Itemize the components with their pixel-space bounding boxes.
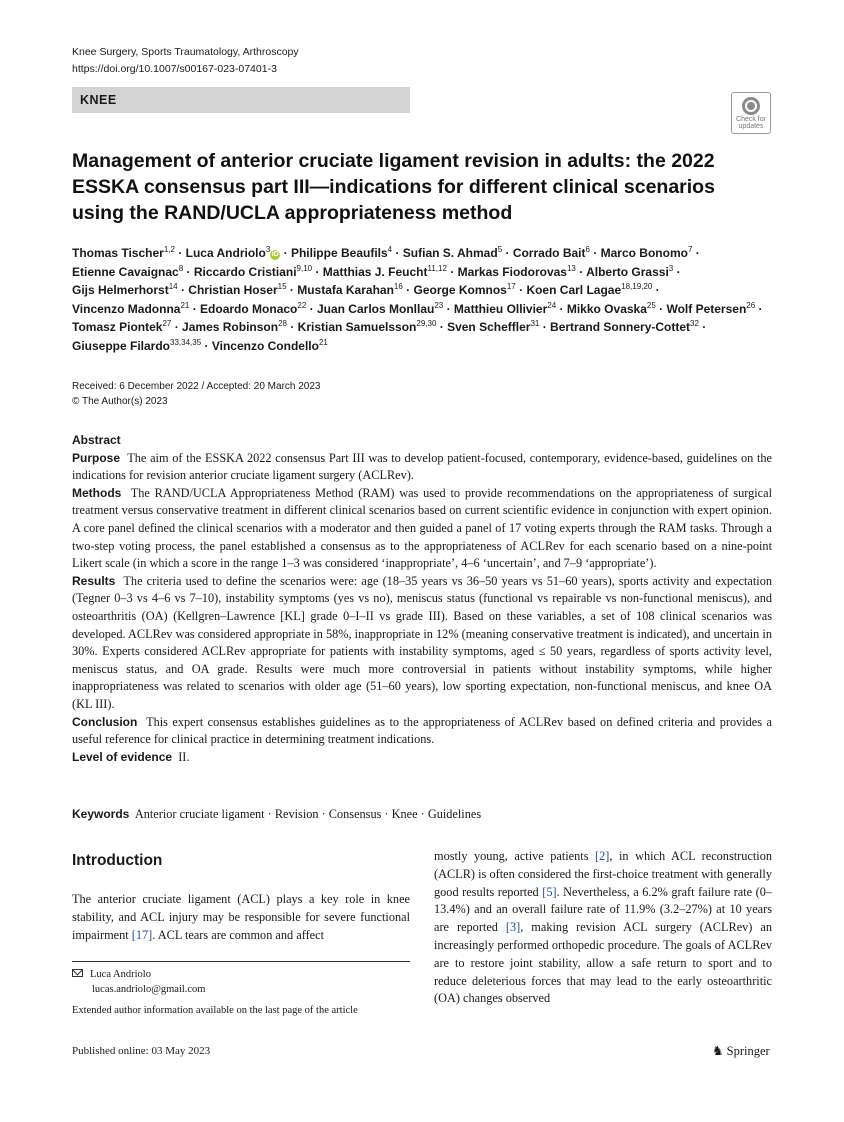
author-name: Corrado Bait (512, 246, 586, 260)
orcid-icon[interactable]: iD (271, 251, 279, 258)
author-separator: · (286, 283, 298, 298)
introduction-heading: Introduction (72, 852, 163, 869)
author-name: Matthieu Ollivier (453, 301, 548, 316)
results-label: Results (72, 573, 116, 588)
author-separator: · (436, 320, 448, 335)
author-affiliation: 4 (387, 245, 393, 254)
author-separator: · (755, 301, 763, 316)
received-accepted: Received: 6 December 2022 / Accepted: 20 March 2023 (72, 381, 321, 392)
abstract-level (72, 749, 772, 767)
author-separator: · (189, 301, 201, 316)
intro-column-left (72, 890, 410, 944)
results-text: The criteria used to define the scenarios were: age (18–35 years vs 36–50 years vs 51–60 years), sports activity and expectation (Tegner 0–3 vs 4–6 vs 7–10), instability symptoms (yes vs no), meniscus status (functional vs repairable vs non-functional meniscus), and osteoarthritis (OA) (Kellgren–Lawrence [KL] grade 0–I–II vs grade III). Based on these variables, a set of 108 clinical scenarios was developed. ACLRev was considered appropriate in 58%, inappropriate in 12% (meaning conservative treatment is indicated), and uncertain in 30%. Experts considered ACLRev appropriate for patients with instability symptoms, aged ≤ 50 years, regardless of sports activity level, meniscus status, and OA grade. Results were much more controversial in patients without instability symptoms, while higher inappropriateness was related to scenarios with older age (51–60 years), low sporting expectation, non-functional meniscus, and knee OA (KL III). (72, 573, 772, 711)
author-separator: · (446, 264, 458, 279)
author-name: Mustafa Karahan (297, 283, 394, 298)
author-separator: · (575, 264, 587, 279)
author-affiliation: 3 (668, 263, 674, 273)
author (550, 320, 699, 334)
intro-text: , in which ACL reconstruction (ACLR) is often considered the first-choice treatment with generally good results reported (434, 849, 772, 899)
keywords-label: Keywords (72, 807, 130, 821)
intro-text: mostly young, active patients (434, 849, 596, 863)
author-affiliation: 25 (646, 300, 656, 310)
author-separator: · (402, 283, 414, 298)
check-for-updates-badge[interactable] (731, 92, 771, 134)
author-name: Etienne Cavaignac (72, 264, 179, 279)
citation-link[interactable]: [3] (505, 920, 521, 935)
article-dates (72, 380, 320, 409)
publisher-name: Springer (726, 1044, 770, 1058)
author-affiliation: 16 (393, 282, 403, 292)
author (291, 246, 392, 260)
author-affiliation: 1,2 (163, 245, 175, 254)
conclusion-label: Conclusion (72, 714, 138, 729)
keywords-text: Anterior cruciate ligament · Revision · Consensus · Knee · Guidelines (134, 807, 482, 821)
conclusion-text: This expert consensus establishes guidelines as to the appropriateness of ACLRev based on defined criteria and provides a useful reference for clinical practice in determining treatment indications. (72, 714, 772, 747)
author (567, 302, 656, 316)
article-title: Management of anterior cruciate ligament revision in adults: the 2022 ESSKA consensus part III—indications for different clinical scenarios using the RAND/UCLA appropriateness method (72, 150, 715, 224)
citation-link[interactable]: [2] (595, 849, 610, 863)
author-separator: · (515, 283, 527, 298)
author (72, 339, 201, 353)
author-affiliation: 31 (530, 319, 540, 329)
author-separator: · (174, 246, 186, 260)
author (586, 265, 673, 279)
author-separator: · (171, 320, 183, 335)
author-name: Matthias J. Feucht (322, 264, 428, 279)
abstract-methods (72, 485, 772, 573)
author-separator: · (652, 283, 660, 298)
author-name: Wolf Petersen (666, 301, 747, 316)
author-affiliation: 6 (585, 245, 590, 254)
keywords (72, 805, 772, 823)
author-affiliation: 11,12 (427, 263, 447, 273)
copyright: © The Author(s) 2023 (72, 395, 168, 407)
author (194, 265, 312, 279)
doi-link[interactable]: https://doi.org/10.1007/s00167-023-07401-3 (72, 63, 277, 75)
author-name: Gijs Helmerhorst (72, 283, 169, 298)
intro-text: . ACL tears are common and affect (152, 928, 325, 942)
corresponding-author (72, 968, 205, 997)
author (513, 246, 590, 260)
author (297, 283, 403, 297)
author (188, 283, 286, 297)
author-separator: · (280, 246, 291, 260)
author-separator: · (692, 246, 700, 260)
author-separator: · (539, 320, 551, 335)
author-separator: · (673, 264, 681, 279)
section-label: KNEE (72, 87, 410, 113)
author-separator: · (443, 301, 454, 316)
author-separator: · (589, 246, 601, 260)
author (72, 302, 189, 316)
author-name: Markas Fiodorovas (457, 264, 567, 279)
level-text: II. (178, 749, 190, 764)
author (458, 265, 576, 279)
author-separator: · (502, 246, 513, 260)
author (72, 320, 171, 334)
author-name: Tomasz Piontek (72, 320, 163, 335)
author (454, 302, 556, 316)
crossmark-icon (742, 97, 760, 115)
author-name: Christian Hoser (188, 283, 278, 298)
corresponding-name: Luca Andriolo (90, 969, 151, 980)
author-name: Marco Bonomo (600, 246, 688, 260)
author-separator: · (306, 301, 317, 316)
author (186, 246, 281, 260)
author-affiliation: 9,10 (296, 263, 313, 273)
author-list (72, 244, 772, 356)
author-name: Kristian Samuelsson (297, 320, 417, 335)
author-name: George Komnos (413, 283, 507, 298)
intro-text: The anterior cruciate ligament (ACL) plays a key role in knee stability, and ACL injury may be responsible for severe functional impairment (72, 892, 410, 942)
author (298, 320, 437, 334)
author-affiliation: 28 (278, 319, 287, 329)
author-affiliation: 24 (547, 300, 557, 310)
intro-text: , making revision ACL surgery (ACLRev) an increasingly performed orthopedic procedure. The goals of ACLRev are to restore joint stability, allow a safe return to sport and to reduce deleterious forces that may lead to the early osteoarthritic (OA) changes observed (434, 920, 772, 1006)
author-name: Alberto Grassi (586, 264, 669, 279)
badge-line1: Check for (736, 116, 766, 123)
author-separator: · (312, 264, 323, 279)
citation-link[interactable]: [5] (542, 884, 557, 899)
envelope-icon (72, 969, 83, 977)
author (403, 246, 502, 260)
journal-header (72, 44, 299, 78)
author (72, 246, 175, 260)
author (526, 283, 652, 297)
author-affiliation: 33,34,35 (170, 337, 202, 347)
author-affiliation: 17 (506, 282, 516, 292)
abstract-heading: Abstract (72, 433, 121, 447)
author-separator: · (655, 301, 667, 316)
author (72, 283, 178, 297)
corresponding-email[interactable]: lucas.andriolo@gmail.com (92, 983, 206, 995)
author-affiliation: 27 (162, 319, 172, 329)
author (414, 283, 516, 297)
author (317, 302, 443, 316)
author-affiliation: 14 (168, 282, 178, 292)
badge-line2: updates (738, 123, 764, 130)
abstract-purpose (72, 450, 772, 485)
author-name: Juan Carlos Monllau (316, 301, 435, 316)
extended-author-info: Extended author information available on the last page of the article (72, 1005, 358, 1016)
abstract-results (72, 573, 772, 714)
author (666, 302, 755, 316)
springer-horse-icon: ♞ (712, 1043, 724, 1058)
author-affiliation: 22 (297, 300, 307, 310)
publisher-logo (712, 1043, 770, 1059)
published-date: Published online: 03 May 2023 (72, 1045, 211, 1057)
author-affiliation: 21 (180, 300, 190, 310)
author-affiliation: 13 (566, 263, 576, 273)
author-affiliation: 15 (277, 282, 287, 292)
author-separator: · (183, 264, 194, 279)
author-name: James Robinson (182, 320, 279, 335)
author-name: Bertrand Sonnery-Cottet (550, 320, 691, 335)
author-affiliation: 21 (318, 337, 328, 347)
author-name: Sven Scheffler (447, 320, 531, 335)
author-name: Giuseppe Filardo (72, 338, 171, 353)
author (200, 302, 306, 316)
author-affiliation: 3 (265, 245, 271, 254)
author-separator: · (286, 320, 298, 335)
author-name: Vincenzo Condello (211, 338, 319, 353)
author-separator: · (201, 338, 212, 353)
author-name: Mikko Ovaska (566, 301, 647, 316)
author-name: Koen Carl Lagae (526, 283, 622, 298)
abstract (72, 432, 772, 766)
author-separator: · (392, 246, 403, 260)
purpose-text: The aim of the ESSKA 2022 consensus Part III was to develop patient-focused, contemporary, evidence-based, guidelines on the indications for revision anterior cruciate ligament surgery (ACLRev). (72, 450, 772, 483)
intro-column-right (434, 848, 772, 1008)
author-affiliation: 7 (687, 245, 693, 254)
author-affiliation: 29,30 (416, 319, 437, 329)
citation-link[interactable]: [17] (131, 928, 153, 942)
author-affiliation: 26 (746, 300, 756, 310)
author-name: Vincenzo Madonna (72, 301, 181, 316)
author (447, 320, 539, 334)
author-separator: · (698, 320, 707, 335)
methods-text: The RAND/UCLA Appropriateness Method (RAM) was used to provide recommendations on the appropriateness of surgical treatment versus conservative treatment in different clinical scenarios based on current scientific evidence in conjunction with expert opinion. A core panel defined the clinical scenarios with a moderator and then guided a panel of 17 voting experts through the RAM tasks. Through a two-step voting process, the panel established a consensus as to the appropriateness of ACLRev for each scenario based on a nine-point Likert scale (in which a score in the range 1–3 was considered ‘inappropriate’, 4–6 ‘uncertain’, and 7–9 ‘appropriate’). (72, 485, 772, 571)
author-separator: · (556, 301, 567, 316)
author-name: Sufian S. Ahmad (402, 246, 498, 260)
author-separator: · (177, 283, 189, 298)
author-affiliation: 18,19,20 (621, 282, 653, 292)
intro-text: . Nevertheless, a 6.2% graft failure rate (0–13.4%) and an overall failure rate of 11.9% (3.2–27%) at 10 years are reported (434, 884, 773, 935)
author-name: Luca Andriolo (185, 246, 266, 260)
author-affiliation: 32 (690, 319, 699, 329)
author-affiliation: 23 (434, 300, 444, 310)
author (323, 265, 447, 279)
author (212, 339, 328, 353)
author-name: Edoardo Monaco (200, 301, 298, 316)
author-affiliation: 8 (178, 263, 184, 273)
author (182, 320, 287, 334)
journal-name: Knee Surgery, Sports Traumatology, Arthroscopy (72, 46, 299, 58)
abstract-conclusion (72, 714, 772, 749)
level-label: Level of evidence (72, 749, 173, 764)
author-name: Thomas Tischer (72, 246, 164, 260)
author-affiliation: 5 (497, 245, 503, 254)
purpose-label: Purpose (72, 450, 121, 465)
author (601, 246, 693, 260)
author (72, 265, 183, 279)
author-name: Riccardo Cristiani (193, 264, 297, 279)
footnote-divider (72, 961, 410, 962)
author-name: Philippe Beaufils (290, 246, 388, 260)
methods-label: Methods (72, 485, 122, 500)
